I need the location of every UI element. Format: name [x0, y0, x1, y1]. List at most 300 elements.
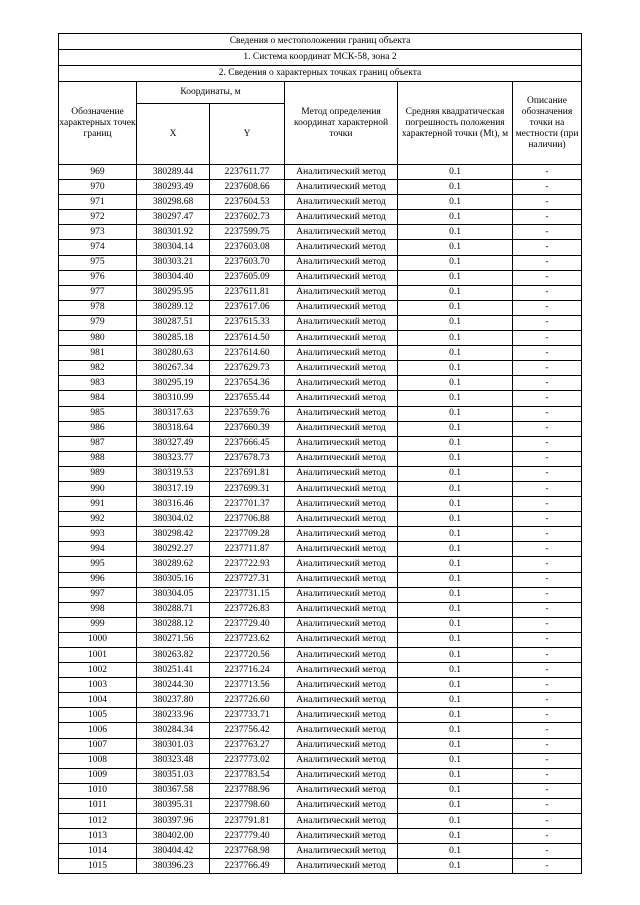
y-coordinate-cell: 2237605.09: [210, 270, 285, 285]
x-coordinate-cell: 380317.63: [137, 406, 210, 421]
y-coordinate-cell: 2237763.27: [210, 738, 285, 753]
table-row: [59, 512, 582, 527]
method-cell: Аналитический метод: [285, 783, 398, 798]
point-label-cell: 1002: [59, 663, 137, 678]
y-coordinate-cell: 2237629.73: [210, 361, 285, 376]
point-label-cell: 993: [59, 527, 137, 542]
x-coordinate-cell: 380289.44: [137, 165, 210, 180]
description-cell: -: [513, 663, 582, 678]
error-cell: 0.1: [398, 753, 513, 768]
x-coordinate-cell: 380295.95: [137, 285, 210, 300]
description-cell: -: [513, 406, 582, 421]
error-cell: 0.1: [398, 768, 513, 783]
error-cell: 0.1: [398, 255, 513, 270]
description-cell: -: [513, 617, 582, 632]
error-cell: 0.1: [398, 331, 513, 346]
method-cell: Аналитический метод: [285, 648, 398, 663]
x-coordinate-cell: 380323.77: [137, 451, 210, 466]
error-cell: 0.1: [398, 451, 513, 466]
method-cell: Аналитический метод: [285, 300, 398, 315]
error-cell: 0.1: [398, 346, 513, 361]
method-cell: Аналитический метод: [285, 180, 398, 195]
point-label-cell: 1014: [59, 844, 137, 859]
y-coordinate-cell: 2237731.15: [210, 587, 285, 602]
y-coordinate-cell: 2237706.88: [210, 512, 285, 527]
point-label-cell: 996: [59, 572, 137, 587]
error-cell: 0.1: [398, 723, 513, 738]
point-label-cell: 977: [59, 285, 137, 300]
method-cell: Аналитический метод: [285, 723, 398, 738]
y-coordinate-cell: 2237779.40: [210, 829, 285, 844]
error-cell: 0.1: [398, 225, 513, 240]
table-row: [59, 678, 582, 693]
point-label-cell: 972: [59, 210, 137, 225]
table-row: [59, 481, 582, 496]
x-coordinate-cell: 380404.42: [137, 844, 210, 859]
error-cell: 0.1: [398, 240, 513, 255]
table-row: [59, 844, 582, 859]
point-label-cell: 976: [59, 270, 137, 285]
error-cell: 0.1: [398, 663, 513, 678]
description-cell: -: [513, 361, 582, 376]
table-row: [59, 315, 582, 330]
point-label-cell: 974: [59, 240, 137, 255]
x-coordinate-cell: 380293.49: [137, 180, 210, 195]
x-coordinate-cell: 380305.16: [137, 572, 210, 587]
table-row: [59, 783, 582, 798]
error-cell: 0.1: [398, 829, 513, 844]
table-row: [59, 346, 582, 361]
point-label-cell: 1003: [59, 678, 137, 693]
section-title: Сведения о местоположении границ объекта: [59, 34, 582, 50]
method-cell: Аналитический метод: [285, 165, 398, 180]
table-row: [59, 632, 582, 647]
y-coordinate-cell: 2237711.87: [210, 542, 285, 557]
method-cell: Аналитический метод: [285, 617, 398, 632]
y-coordinate-cell: 2237660.39: [210, 421, 285, 436]
method-cell: Аналитический метод: [285, 346, 398, 361]
method-cell: Аналитический метод: [285, 557, 398, 572]
y-coordinate-cell: 2237726.60: [210, 693, 285, 708]
table-row: [59, 798, 582, 813]
y-coordinate-cell: 2237727.31: [210, 572, 285, 587]
method-cell: Аналитический метод: [285, 542, 398, 557]
x-coordinate-cell: 380351.03: [137, 768, 210, 783]
x-coordinate-cell: 380319.53: [137, 466, 210, 481]
x-coordinate-cell: 380303.21: [137, 255, 210, 270]
x-coordinate-cell: 380317.19: [137, 481, 210, 496]
x-coordinate-cell: 380310.99: [137, 391, 210, 406]
y-coordinate-cell: 2237701.37: [210, 497, 285, 512]
section-title-row: [59, 34, 582, 50]
table-row: [59, 497, 582, 512]
error-cell: 0.1: [398, 527, 513, 542]
method-cell: Аналитический метод: [285, 240, 398, 255]
x-coordinate-cell: 380397.96: [137, 814, 210, 829]
table-row: [59, 376, 582, 391]
point-label-cell: 1015: [59, 859, 137, 874]
point-label-cell: 999: [59, 617, 137, 632]
description-cell: -: [513, 768, 582, 783]
method-cell: Аналитический метод: [285, 225, 398, 240]
method-cell: Аналитический метод: [285, 481, 398, 496]
error-cell: 0.1: [398, 497, 513, 512]
y-coordinate-cell: 2237709.28: [210, 527, 285, 542]
x-coordinate-cell: 380237.80: [137, 693, 210, 708]
description-cell: -: [513, 844, 582, 859]
point-label-cell: 1009: [59, 768, 137, 783]
table-row: [59, 240, 582, 255]
table-row: [59, 542, 582, 557]
method-cell: Аналитический метод: [285, 814, 398, 829]
method-cell: Аналитический метод: [285, 466, 398, 481]
description-cell: -: [513, 270, 582, 285]
point-label-cell: 983: [59, 376, 137, 391]
y-coordinate-cell: 2237608.66: [210, 180, 285, 195]
error-cell: 0.1: [398, 542, 513, 557]
description-cell: -: [513, 542, 582, 557]
column-header-row: [59, 82, 582, 104]
y-coordinate-cell: 2237729.40: [210, 617, 285, 632]
y-coordinate-cell: 2237611.77: [210, 165, 285, 180]
error-cell: 0.1: [398, 165, 513, 180]
y-coordinate-cell: 2237716.24: [210, 663, 285, 678]
point-label-cell: 987: [59, 436, 137, 451]
y-coordinate-cell: 2237666.45: [210, 436, 285, 451]
point-label-cell: 991: [59, 497, 137, 512]
y-coordinate-cell: 2237604.53: [210, 195, 285, 210]
x-coordinate-cell: 380292.27: [137, 542, 210, 557]
table-row: [59, 285, 582, 300]
table-row: [59, 814, 582, 829]
method-cell: Аналитический метод: [285, 421, 398, 436]
y-coordinate-cell: 2237722.93: [210, 557, 285, 572]
method-cell: Аналитический метод: [285, 572, 398, 587]
method-cell: Аналитический метод: [285, 285, 398, 300]
description-cell: -: [513, 300, 582, 315]
point-label-cell: 998: [59, 602, 137, 617]
table-row: [59, 723, 582, 738]
table-row: [59, 708, 582, 723]
method-cell: Аналитический метод: [285, 708, 398, 723]
y-coordinate-cell: 2237713.56: [210, 678, 285, 693]
x-coordinate-cell: 380304.14: [137, 240, 210, 255]
header-y: Y: [210, 104, 285, 165]
table-row: [59, 753, 582, 768]
error-cell: 0.1: [398, 783, 513, 798]
header-x: X: [137, 104, 210, 165]
point-label-cell: 997: [59, 587, 137, 602]
coordinates-table: [58, 33, 582, 874]
error-cell: 0.1: [398, 587, 513, 602]
y-coordinate-cell: 2237756.42: [210, 723, 285, 738]
y-coordinate-cell: 2237720.56: [210, 648, 285, 663]
point-label-cell: 975: [59, 255, 137, 270]
error-cell: 0.1: [398, 466, 513, 481]
y-coordinate-cell: 2237659.76: [210, 406, 285, 421]
description-cell: -: [513, 829, 582, 844]
method-cell: Аналитический метод: [285, 436, 398, 451]
error-cell: 0.1: [398, 285, 513, 300]
x-coordinate-cell: 380304.02: [137, 512, 210, 527]
point-label-cell: 1011: [59, 798, 137, 813]
description-cell: -: [513, 693, 582, 708]
y-coordinate-cell: 2237655.44: [210, 391, 285, 406]
description-cell: -: [513, 708, 582, 723]
point-label-cell: 986: [59, 421, 137, 436]
table-row: [59, 466, 582, 481]
description-cell: -: [513, 859, 582, 874]
table-row: [59, 391, 582, 406]
y-coordinate-cell: 2237723.62: [210, 632, 285, 647]
y-coordinate-cell: 2237611.81: [210, 285, 285, 300]
x-coordinate-cell: 380323.48: [137, 753, 210, 768]
x-coordinate-cell: 380271.56: [137, 632, 210, 647]
method-cell: Аналитический метод: [285, 255, 398, 270]
x-coordinate-cell: 380289.62: [137, 557, 210, 572]
table-row: [59, 421, 582, 436]
method-cell: Аналитический метод: [285, 587, 398, 602]
table-row: [59, 451, 582, 466]
table-header: [59, 34, 582, 165]
y-coordinate-cell: 2237733.71: [210, 708, 285, 723]
error-cell: 0.1: [398, 678, 513, 693]
method-cell: Аналитический метод: [285, 497, 398, 512]
error-cell: 0.1: [398, 481, 513, 496]
error-cell: 0.1: [398, 361, 513, 376]
method-cell: Аналитический метод: [285, 391, 398, 406]
description-cell: -: [513, 255, 582, 270]
table-row: [59, 210, 582, 225]
point-label-cell: 1006: [59, 723, 137, 738]
point-label-cell: 992: [59, 512, 137, 527]
error-cell: 0.1: [398, 300, 513, 315]
description-cell: -: [513, 180, 582, 195]
point-label-cell: 1013: [59, 829, 137, 844]
point-label-cell: 978: [59, 300, 137, 315]
table-row: [59, 738, 582, 753]
description-cell: -: [513, 285, 582, 300]
description-cell: -: [513, 512, 582, 527]
x-coordinate-cell: 380280.63: [137, 346, 210, 361]
y-coordinate-cell: 2237768.98: [210, 844, 285, 859]
table-row: [59, 225, 582, 240]
method-cell: Аналитический метод: [285, 678, 398, 693]
table-row: [59, 406, 582, 421]
method-cell: Аналитический метод: [285, 768, 398, 783]
method-cell: Аналитический метод: [285, 512, 398, 527]
point-label-cell: 988: [59, 451, 137, 466]
error-cell: 0.1: [398, 844, 513, 859]
x-coordinate-cell: 380298.68: [137, 195, 210, 210]
description-cell: -: [513, 602, 582, 617]
description-cell: -: [513, 814, 582, 829]
description-cell: -: [513, 165, 582, 180]
x-coordinate-cell: 380396.23: [137, 859, 210, 874]
header-method: Метод определения координат характерной точки: [285, 82, 398, 165]
y-coordinate-cell: 2237798.60: [210, 798, 285, 813]
error-cell: 0.1: [398, 270, 513, 285]
point-label-cell: 980: [59, 331, 137, 346]
method-cell: Аналитический метод: [285, 693, 398, 708]
x-coordinate-cell: 380367.58: [137, 783, 210, 798]
method-cell: Аналитический метод: [285, 210, 398, 225]
error-cell: 0.1: [398, 602, 513, 617]
table-row: [59, 255, 582, 270]
y-coordinate-cell: 2237691.81: [210, 466, 285, 481]
table-row: [59, 300, 582, 315]
point-label-cell: 995: [59, 557, 137, 572]
x-coordinate-cell: 380289.12: [137, 300, 210, 315]
method-cell: Аналитический метод: [285, 376, 398, 391]
table-row: [59, 693, 582, 708]
x-coordinate-cell: 380304.40: [137, 270, 210, 285]
x-coordinate-cell: 380295.19: [137, 376, 210, 391]
point-label-cell: 971: [59, 195, 137, 210]
point-label-cell: 989: [59, 466, 137, 481]
x-coordinate-cell: 380263.82: [137, 648, 210, 663]
error-cell: 0.1: [398, 557, 513, 572]
description-cell: -: [513, 648, 582, 663]
error-cell: 0.1: [398, 391, 513, 406]
x-coordinate-cell: 380267.34: [137, 361, 210, 376]
table-row: [59, 859, 582, 874]
description-cell: -: [513, 240, 582, 255]
description-cell: -: [513, 421, 582, 436]
method-cell: Аналитический метод: [285, 527, 398, 542]
y-coordinate-cell: 2237773.02: [210, 753, 285, 768]
error-cell: 0.1: [398, 512, 513, 527]
y-coordinate-cell: 2237654.36: [210, 376, 285, 391]
x-coordinate-cell: 380297.47: [137, 210, 210, 225]
y-coordinate-cell: 2237699.31: [210, 481, 285, 496]
point-label-cell: 1005: [59, 708, 137, 723]
method-cell: Аналитический метод: [285, 195, 398, 210]
header-description: Описание обозначения точки на местности (при наличии): [513, 82, 582, 165]
point-label-cell: 1007: [59, 738, 137, 753]
y-coordinate-cell: 2237678.73: [210, 451, 285, 466]
point-label-cell: 990: [59, 481, 137, 496]
error-cell: 0.1: [398, 421, 513, 436]
x-coordinate-cell: 380244.30: [137, 678, 210, 693]
method-cell: Аналитический метод: [285, 738, 398, 753]
description-cell: -: [513, 783, 582, 798]
y-coordinate-cell: 2237788.96: [210, 783, 285, 798]
error-cell: 0.1: [398, 210, 513, 225]
points-title-row: [59, 66, 582, 82]
table-row: [59, 663, 582, 678]
x-coordinate-cell: 380287.51: [137, 315, 210, 330]
method-cell: Аналитический метод: [285, 315, 398, 330]
table-row: [59, 768, 582, 783]
error-cell: 0.1: [398, 617, 513, 632]
point-label-cell: 981: [59, 346, 137, 361]
method-cell: Аналитический метод: [285, 406, 398, 421]
point-label-cell: 1004: [59, 693, 137, 708]
y-coordinate-cell: 2237615.33: [210, 315, 285, 330]
table-row: [59, 617, 582, 632]
method-cell: Аналитический метод: [285, 829, 398, 844]
x-coordinate-cell: 380285.18: [137, 331, 210, 346]
description-cell: -: [513, 331, 582, 346]
x-coordinate-cell: 380288.71: [137, 602, 210, 617]
y-coordinate-cell: 2237791.81: [210, 814, 285, 829]
table-row: [59, 195, 582, 210]
description-cell: -: [513, 466, 582, 481]
table-row: [59, 180, 582, 195]
point-label-cell: 969: [59, 165, 137, 180]
table-row: [59, 648, 582, 663]
coord-system-title: 1. Система координат МСК-58, зона 2: [59, 50, 582, 66]
point-label-cell: 1000: [59, 632, 137, 647]
description-cell: -: [513, 376, 582, 391]
x-coordinate-cell: 380288.12: [137, 617, 210, 632]
description-cell: -: [513, 723, 582, 738]
y-coordinate-cell: 2237614.60: [210, 346, 285, 361]
y-coordinate-cell: 2237617.06: [210, 300, 285, 315]
table-row: [59, 557, 582, 572]
error-cell: 0.1: [398, 376, 513, 391]
y-coordinate-cell: 2237783.54: [210, 768, 285, 783]
table-row: [59, 331, 582, 346]
description-cell: -: [513, 436, 582, 451]
point-label-cell: 994: [59, 542, 137, 557]
table-row: [59, 361, 582, 376]
error-cell: 0.1: [398, 693, 513, 708]
x-coordinate-cell: 380327.49: [137, 436, 210, 451]
description-cell: -: [513, 481, 582, 496]
y-coordinate-cell: 2237614.50: [210, 331, 285, 346]
point-label-cell: 1010: [59, 783, 137, 798]
description-cell: -: [513, 497, 582, 512]
y-coordinate-cell: 2237599.75: [210, 225, 285, 240]
x-coordinate-cell: 380233.96: [137, 708, 210, 723]
table-row: [59, 602, 582, 617]
x-coordinate-cell: 380301.03: [137, 738, 210, 753]
description-cell: -: [513, 391, 582, 406]
point-label-cell: 984: [59, 391, 137, 406]
point-label-cell: 1008: [59, 753, 137, 768]
table-body: [59, 165, 582, 874]
description-cell: -: [513, 346, 582, 361]
method-cell: Аналитический метод: [285, 753, 398, 768]
table-row: [59, 165, 582, 180]
points-title: 2. Сведения о характерных точках границ объекта: [59, 66, 582, 82]
description-cell: -: [513, 210, 582, 225]
description-cell: -: [513, 798, 582, 813]
error-cell: 0.1: [398, 859, 513, 874]
header-point-label: Обозначение характерных точек границ: [59, 82, 137, 165]
header-coords: Координаты, м: [137, 82, 285, 104]
x-coordinate-cell: 380402.00: [137, 829, 210, 844]
method-cell: Аналитический метод: [285, 859, 398, 874]
x-coordinate-cell: 380251.41: [137, 663, 210, 678]
method-cell: Аналитический метод: [285, 663, 398, 678]
table-row: [59, 587, 582, 602]
description-cell: -: [513, 451, 582, 466]
error-cell: 0.1: [398, 195, 513, 210]
y-coordinate-cell: 2237602.73: [210, 210, 285, 225]
coord-system-row: [59, 50, 582, 66]
method-cell: Аналитический метод: [285, 632, 398, 647]
table-row: [59, 829, 582, 844]
table-row: [59, 436, 582, 451]
description-cell: -: [513, 572, 582, 587]
error-cell: 0.1: [398, 180, 513, 195]
point-label-cell: 985: [59, 406, 137, 421]
error-cell: 0.1: [398, 315, 513, 330]
error-cell: 0.1: [398, 738, 513, 753]
